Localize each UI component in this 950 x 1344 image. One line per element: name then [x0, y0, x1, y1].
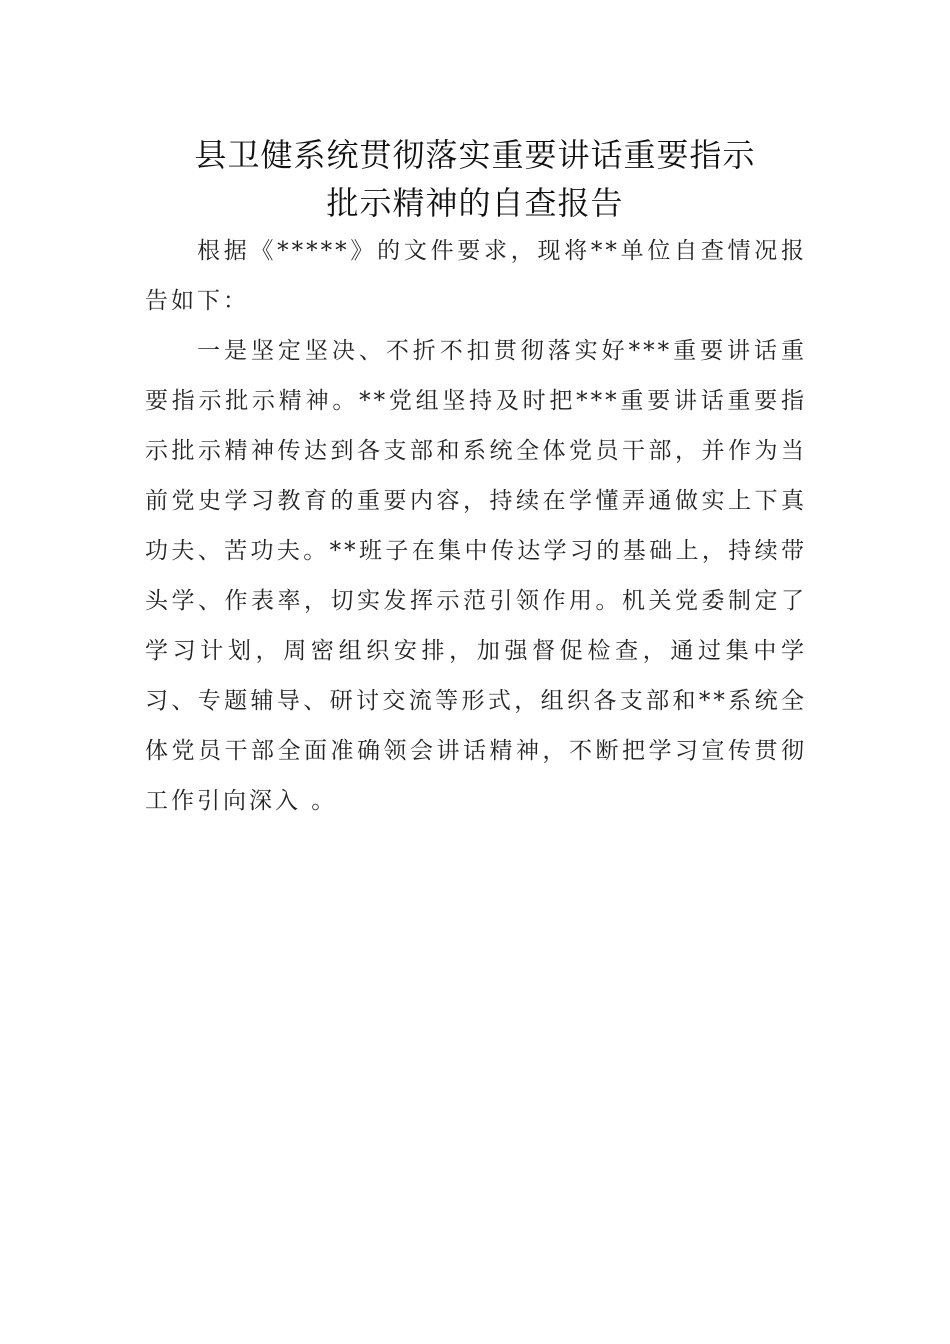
document-title-line-2: 批示精神的自查报告: [326, 184, 624, 222]
document-title-line-1: 县卫健系统贯彻落实重要讲话重要指示: [194, 136, 756, 174]
body-paragraph: 一是坚定坚决、不折不扣贯彻落实好***重要讲话重要指示批示精神。**党组坚持及时把***重要讲话重要指示批示精神传达到各支部和系统全体党员干部，并作为当前党史学习教育的重要内容，持续在学懂弄通做实上下真功夫、苦功夫。**班子在集中传达学习的基础上，持续带头学、作表率，切实发挥示范引领作用。机关党委制定了学习计划，周密组织安排，加强督促检查，通过集中学习、专题辅导、研讨交流等形式，组织各支部和**系统全体党员干部全面准确领会讲话精神，不断把学习宣传贯彻工作引向深入 。: [145, 338, 807, 814]
intro-paragraph: 根据《*****》的文件要求，现将**单位自查情况报告如下：: [145, 238, 807, 314]
